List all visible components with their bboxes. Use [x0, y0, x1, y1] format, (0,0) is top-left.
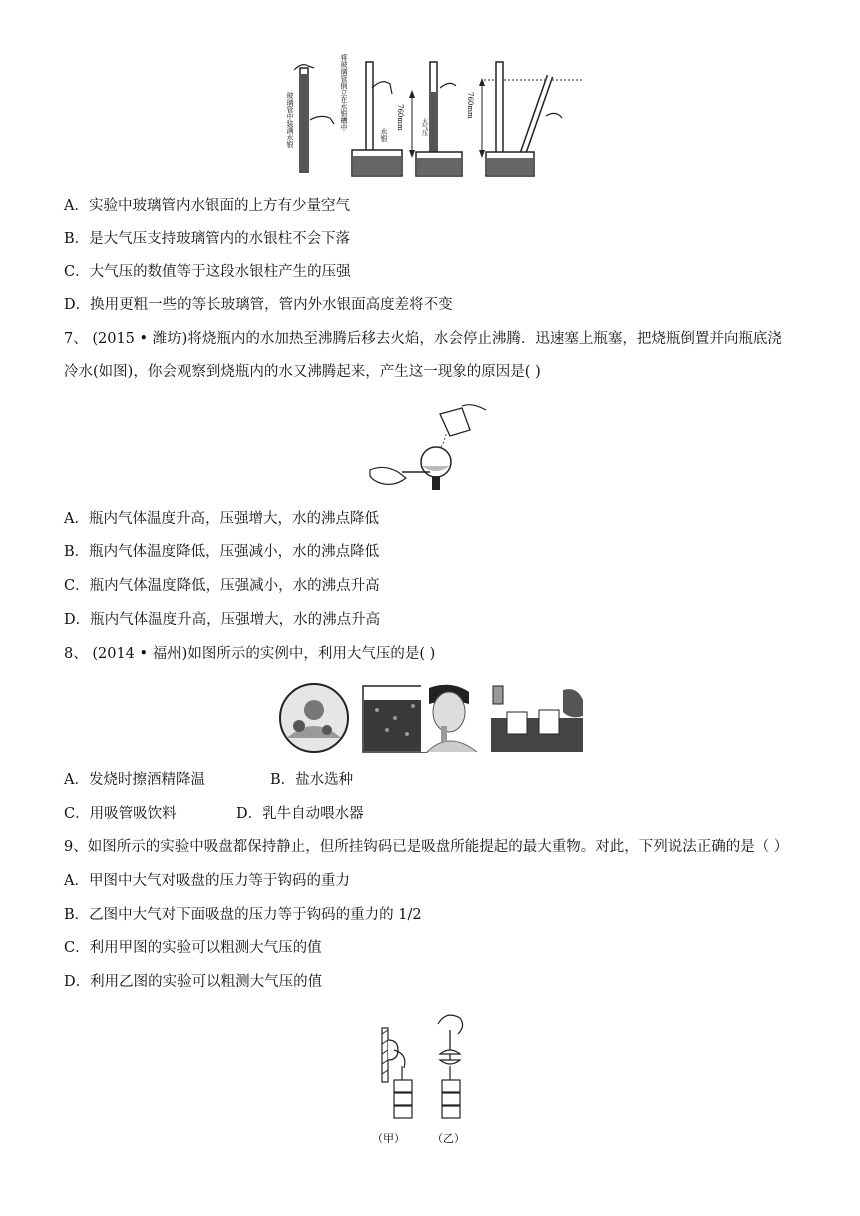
- q7-option-b: B．瓶内气体温度降低，压强减小，水的沸点降低: [64, 544, 380, 560]
- label-invert: 将玻璃管倒立在水银槽中: [340, 54, 348, 131]
- q6-option-c: C．大气压的数值等于这段水银柱产生的压强: [64, 264, 351, 280]
- label-760-a: 760mm: [396, 104, 404, 131]
- q8-images: [277, 682, 583, 754]
- q8-option-a: A．发烧时擦酒精降温: [64, 772, 205, 788]
- q9-option-c: C．利用甲图的实验可以粗测大气压的值: [64, 940, 322, 956]
- q9-option-a: A．甲图中大气对吸盘的压力等于钩码的重力: [64, 873, 350, 889]
- q9-stem: 9、如图所示的实验中吸盘都保持静止，但所挂钩码已是吸盘所能提起的最大重物。对此，下列说法正确的是（ ）: [64, 839, 789, 855]
- label-atmos: 大气压: [420, 118, 428, 136]
- q8-option-b: B．盐水选种: [270, 772, 354, 788]
- q7-option-c: C．瓶内气体温度降低，压强减小，水的沸点升高: [64, 578, 380, 594]
- q9-option-b: B．乙图中大气对下面吸盘的压力等于钩码的重力的 1/2: [64, 907, 422, 923]
- q8-option-d: D．乳牛自动喂水器: [236, 806, 364, 822]
- q9-option-d: D．利用乙图的实验可以粗测大气压的值: [64, 974, 323, 990]
- label-mercury: 水银: [380, 128, 388, 142]
- q8-stem: 8、 (2014 • 福州)如图所示的实例中，利用大气压的是( ): [64, 646, 436, 662]
- suction-cup-figure: [372, 1010, 482, 1154]
- q6-option-d: D．换用更粗一些的等长玻璃管，管内外水银面高度差将不变: [64, 297, 453, 313]
- label-yi: （乙）: [432, 1132, 465, 1145]
- q8-option-c: C．用吸管吸饮料: [64, 806, 177, 822]
- q8-options-row1: [64, 770, 353, 790]
- q7-stem-line1: 7、 (2015 • 潍坊)将烧瓶内的水加热至沸腾后移去火焰，水会停止沸腾．迅速塞上瓶塞，把烧瓶倒置并向瓶底浇: [64, 331, 782, 347]
- torricelli-figure: [284, 52, 584, 178]
- label-tube-filled: 玻璃管中装满水银: [286, 92, 294, 148]
- q6-option-a: A．实验中玻璃管内水银面的上方有少量空气: [64, 198, 350, 214]
- boiling-flask-figure: [366, 400, 492, 496]
- label-760-b: 760mm: [466, 92, 474, 119]
- q7-option-d: D．瓶内气体温度升高，压强增大，水的沸点升高: [64, 612, 381, 628]
- q6-option-b: B．是大气压支持玻璃管内的水银柱不会下落: [64, 231, 351, 247]
- q7-option-a: A．瓶内气体温度升高，压强增大，水的沸点降低: [64, 511, 379, 527]
- q7-stem-line2: 冷水(如图)，你会观察到烧瓶内的水又沸腾起来，产生这一现象的原因是( ): [64, 364, 541, 380]
- label-jia: （甲）: [372, 1132, 405, 1145]
- q8-options-row2: [64, 804, 364, 824]
